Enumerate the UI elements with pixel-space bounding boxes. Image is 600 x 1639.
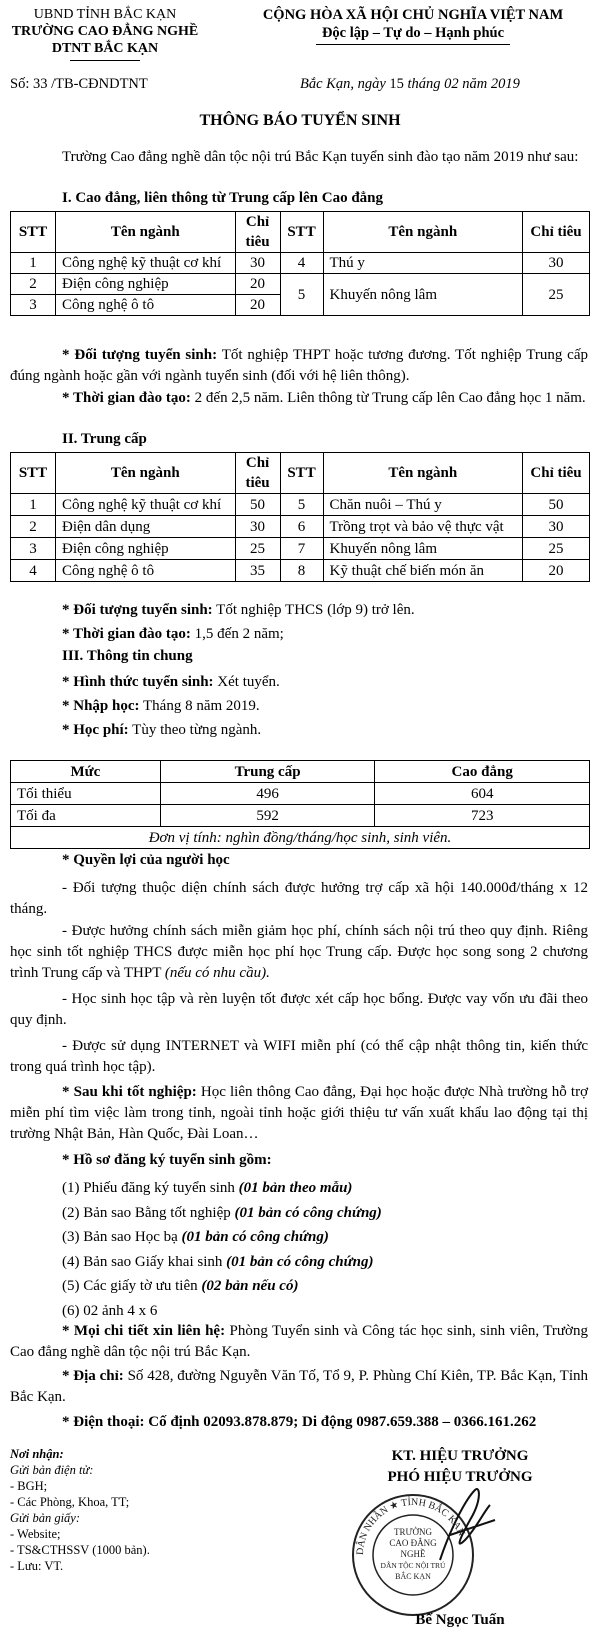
section1-duration: * Thời gian đào tạo: 2 đến 2,5 năm. Liên thông từ Trung cấp lên Cao đẳng học 1 năm. [62, 390, 586, 406]
svg-text:NGHỀ: NGHỀ [400, 1549, 426, 1559]
section3-heading: III. Thông tin chung [62, 648, 193, 664]
col-stt-left: STT [11, 212, 56, 253]
svg-text:CAO ĐẲNG: CAO ĐẲNG [389, 1538, 437, 1548]
benefit-4: - Được sử dụng INTERNET và WIFI miễn phí (có thể cập nhật thông tin, kiến thức trong quá trình học tập). [10, 1038, 588, 1075]
fee-col-cd: Cao đẳng [375, 761, 590, 783]
doc-number: Số: 33 /TB-CĐNDTNT [10, 76, 148, 92]
signer-name: Bế Ngọc Tuấn [415, 1612, 505, 1628]
contact-phone: * Điện thoại: Cố định 02093.878.879; Di động 0987.659.388 – 0366.161.262 [62, 1414, 537, 1430]
page-title: THÔNG BÁO TUYỂN SINH [199, 112, 401, 129]
col-quota-right: Chỉ tiêu [523, 212, 590, 253]
intro-paragraph: Trường Cao đẳng nghề dân tộc nội trú Bắc Kạn tuyển sinh đào tạo năm 2019 như sau: [62, 149, 579, 165]
table-row: 2 Điện dân dụng 30 6 Trồng trọt và bảo vệ thực vật 30 [11, 516, 590, 538]
section2-table: STT Tên ngành Chỉ tiêu STT Tên ngành Chỉ tiêu 1 Công nghệ kỹ thuật cơ khí 50 5 Chăn nuôi – Thú y 50 2 Điện dân dụng 30 6 Trồng trọt và bảo vệ thực vật 30 3 Điện công nghiệp 25 7 Khuyến nông lâm 25 4 Công nghệ ô tô 35 8 Kỹ thuật chế biến món ăn 20 [10, 452, 590, 582]
list-item: (2) Bản sao Bằng tốt nghiệp (01 bản có công chứng) [62, 1204, 382, 1221]
org-line3: DTNT BẮC KẠN [51, 41, 159, 56]
svg-text:DÂN TỘC NỘI TRÚ: DÂN TỘC NỘI TRÚ [380, 1561, 446, 1570]
after-graduation: * Sau khi tốt nghiệp: Học liên thông Cao đẳng, Đại học hoặc được Nhà trường hỗ trợ miễn phí tìm việc làm trong tỉnh, ngoài tỉnh hoặc giới thiệu tư vấn xuất khẩu lao động tại thị trường Nhật Bản, Hàn Quốc, Đài Loan… [10, 1084, 589, 1142]
col-name-right: Tên ngành [323, 212, 523, 253]
section3-enroll: * Nhập học: Tháng 8 năm 2019. [62, 698, 260, 714]
fee-col-tc: Trung cấp [160, 761, 375, 783]
contact-info: * Mọi chi tiết xin liên hệ: Phòng Tuyển sinh và Công tác học sinh, sinh viên, Trường Cao đẳng nghề dân tộc nội trú Bắc Kạn. [10, 1323, 588, 1360]
section1-heading: I. Cao đẳng, liên thông từ Trung cấp lên Cao đẳng [62, 190, 384, 206]
list-item: (1) Phiếu đăng ký tuyển sinh (01 bản theo mẫu) [62, 1180, 353, 1196]
svg-text:BẮC KẠN: BẮC KẠN [395, 1572, 431, 1581]
org-underline [70, 60, 140, 61]
benefit-3: - Học sinh học tập và rèn luyện tốt được xét cấp học bổng. Được vay vốn ưu đãi theo quy định. [10, 991, 588, 1028]
nation-block [228, 6, 598, 42]
col-quota-left: Chỉ tiêu [235, 212, 280, 253]
signature-title: KT. HIỆU TRƯỞNG PHÓ HIỆU TRƯỞNG [387, 1448, 533, 1485]
section2-duration: * Thời gian đào tạo: 1,5 đến 2 năm; [62, 626, 284, 642]
col-name-left: Tên ngành [55, 212, 235, 253]
recipients-block: Nơi nhận: Gửi bản điện tử: - BGH; - Các Phòng, Khoa, TT; Gửi bản giấy: - Website; - TS&CTHSSV (1000 bản). - Lưu: VT. [10, 1447, 150, 1573]
dossier-heading: * Hồ sơ đăng ký tuyển sinh gồm: [62, 1152, 272, 1168]
list-item: (6) 02 ảnh 4 x 6 [62, 1302, 158, 1319]
org-line1: UBND TỈNH BẮC KẠN [33, 7, 177, 22]
fee-col-level: Mức [11, 761, 161, 783]
nation-line2: Độc lập – Tự do – Hạnh phúc [321, 25, 505, 41]
fee-table [10, 760, 590, 849]
section2-target: * Đối tượng tuyển sinh: Tốt nghiệp THCS (lớp 9) trở lên. [62, 602, 415, 618]
nation-underline [316, 44, 510, 45]
nation-line1: CỘNG HÒA XÃ HỘI CHỦ NGHĨA VIỆT NAM [262, 7, 564, 23]
section1-table [10, 211, 590, 316]
table-row: 1 Công nghệ kỹ thuật cơ khí 50 5 Chăn nuôi – Thú y 50 [11, 494, 590, 516]
benefits-heading: * Quyền lợi của người học [62, 852, 230, 868]
section2-heading: II. Trung cấp [62, 431, 147, 447]
benefit-2: - Được hưởng chính sách miễn giảm học phí, chính sách nội trú theo quy định. Riêng học sinh tốt nghiệp THCS được miễn học phí học Trung cấp. Được học song song 2 chương trình Trung cấp và THPT (nếu có nhu cầu). [10, 923, 588, 981]
section3-fee: * Học phí: Tùy theo từng ngành. [62, 722, 262, 738]
dossier-list [62, 1176, 382, 1323]
recipients-heading: Nơi nhận: [10, 1447, 64, 1461]
table-row: 3 Điện công nghiệp 25 7 Khuyến nông lâm 25 [11, 538, 590, 560]
table-row: 3 Công nghệ ô tô 20 [11, 295, 590, 316]
col-stt-right: STT [280, 212, 323, 253]
list-item: (3) Bản sao Học bạ (01 bản có công chứng) [62, 1229, 329, 1245]
benefit-1: - Đối tượng thuộc diện chính sách được hưởng trợ cấp xã hội 140.000đ/tháng x 12 tháng. [10, 880, 588, 917]
table-row: Tối thiểu 496 604 [11, 783, 590, 805]
fee-unit-note: Đơn vị tính: nghìn đồng/tháng/học sinh, sinh viên. [11, 827, 590, 849]
org-line2: TRƯỜNG CAO ĐẲNG NGHỀ [11, 24, 199, 39]
svg-text:TRƯỜNG: TRƯỜNG [394, 1527, 432, 1537]
table-row: 1 Công nghệ kỹ thuật cơ khí 30 4 Thú y 30 [11, 253, 590, 274]
table-row: 4 Công nghệ ô tô 35 8 Kỹ thuật chế biến món ăn 20 [11, 560, 590, 582]
doc-date: Bắc Kạn, ngày 15 tháng 02 năm 2019 [300, 76, 520, 92]
section1-target: * Đối tượng tuyển sinh: Tốt nghiệp THPT hoặc tương đương. Tốt nghiệp Trung cấp đúng ngành hoặc gần với ngành tuyển sinh (đối với hệ liên thông). [10, 347, 588, 384]
org-block [0, 6, 210, 57]
table-row: 2 Điện công nghiệp 20 5 Khuyến nông lâm 25 [11, 274, 590, 295]
stamp-ring-text: DÂN NHÂN ★ TỈNH BẮC KẠN [354, 1496, 467, 1556]
table-row: Tối đa 592 723 [11, 805, 590, 827]
contact-address: * Địa chỉ: Số 428, đường Nguyễn Văn Tố, Tổ 9, P. Phùng Chí Kiên, TP. Bắc Kạn, Tỉnh Bắc Kạn. [10, 1368, 588, 1405]
section3-form: * Hình thức tuyển sinh: Xét tuyển. [62, 674, 280, 690]
list-item: (5) Các giấy tờ ưu tiên (02 bản nếu có) [62, 1278, 299, 1294]
list-item: (4) Bản sao Giấy khai sinh (01 bản có công chứng) [62, 1253, 374, 1270]
handwritten-signature [420, 1480, 510, 1570]
